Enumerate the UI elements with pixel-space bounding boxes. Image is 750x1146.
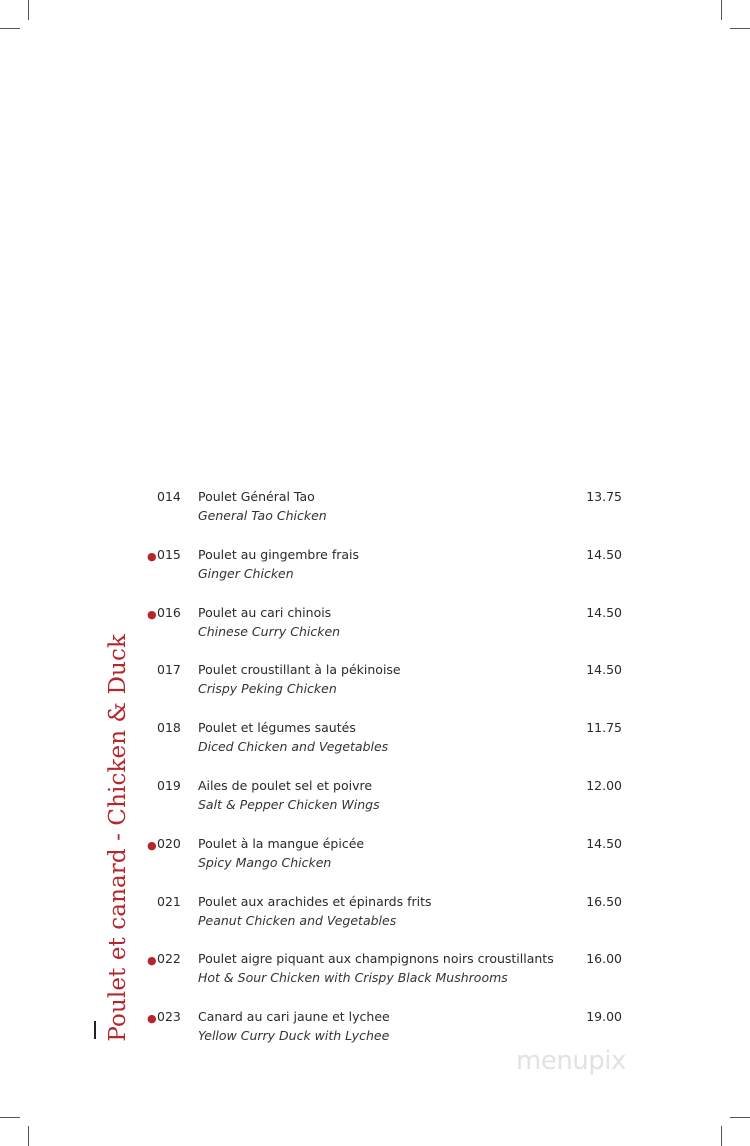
item-price: 16.00	[586, 951, 622, 967]
item-name-fr: Poulet au cari chinois	[198, 604, 332, 620]
spicy-dot-icon: ●	[147, 838, 157, 852]
menu-item	[140, 892, 630, 950]
item-number: 021	[157, 893, 181, 909]
item-number: 018	[157, 720, 181, 736]
crop-mark-top-left-h	[0, 28, 20, 29]
item-name-en: Hot & Sour Chicken with Crispy Black Mushrooms	[198, 970, 508, 986]
section-title-vertical	[88, 634, 148, 1042]
menu-item	[140, 487, 630, 545]
item-number: 022	[157, 951, 181, 967]
item-name-en: Spicy Mango Chicken	[198, 854, 332, 870]
crop-mark-top-right	[721, 0, 722, 20]
section-title: Poulet et canard - Chicken & Duck	[105, 634, 131, 1042]
menu-item	[140, 949, 630, 1007]
item-name-fr: Poulet à la mangue épicée	[198, 835, 365, 851]
crop-mark-bottom-left-h	[0, 1117, 20, 1118]
item-price: 14.50	[586, 662, 622, 678]
item-name-en: Diced Chicken and Vegetables	[198, 739, 389, 755]
menu-item	[140, 776, 630, 834]
menu-item	[140, 603, 630, 661]
item-price: 14.50	[586, 604, 622, 620]
item-name-fr: Poulet au gingembre frais	[198, 546, 360, 562]
item-name-fr: Canard au cari jaune et lychee	[198, 1009, 390, 1025]
spicy-dot-icon: ●	[147, 954, 157, 968]
item-name-en: Ginger Chicken	[198, 565, 294, 581]
item-name-en: Yellow Curry Duck with Lychee	[198, 1028, 390, 1044]
item-number: 017	[157, 662, 181, 678]
menu-item	[140, 718, 630, 776]
crop-mark-top-right-h	[730, 28, 750, 29]
spicy-dot-icon: ●	[147, 607, 157, 621]
item-price: 14.50	[586, 546, 622, 562]
item-price: 19.00	[586, 1009, 622, 1025]
item-name-en: Chinese Curry Chicken	[198, 623, 341, 639]
crop-mark-bottom-right	[721, 1126, 722, 1146]
crop-mark-bottom-left	[28, 1126, 29, 1146]
menu-list	[140, 487, 630, 1065]
spicy-dot-icon: ●	[147, 1012, 157, 1026]
menu-item	[140, 834, 630, 892]
watermark-logo: menupix	[516, 1046, 626, 1076]
item-number: 014	[157, 489, 181, 504]
item-price: 12.00	[586, 777, 622, 793]
crop-mark-top-left	[28, 0, 29, 20]
item-name-en: Salt & Pepper Chicken Wings	[198, 796, 380, 812]
item-price: 11.75	[586, 720, 622, 736]
item-name-fr: Poulet et légumes sautés	[198, 720, 356, 736]
item-price: 14.50	[586, 835, 622, 851]
item-number: 023	[157, 1009, 181, 1025]
item-number: 019	[157, 777, 181, 793]
item-number: 020	[157, 835, 181, 851]
item-name-fr: Poulet Général Tao	[198, 489, 315, 504]
menu-item	[140, 545, 630, 603]
item-name-fr: Ailes de poulet sel et poivre	[198, 777, 373, 793]
item-price: 16.50	[586, 893, 622, 909]
item-name-en: General Tao Chicken	[198, 508, 327, 523]
crop-mark-bottom-right-h	[730, 1117, 750, 1118]
spicy-dot-icon: ●	[147, 549, 157, 563]
section-marker-bar	[94, 1021, 96, 1039]
item-name-fr: Poulet croustillant à la pékinoise	[198, 662, 401, 678]
item-number: 016	[157, 604, 181, 620]
item-name-en: Peanut Chicken and Vegetables	[198, 912, 397, 928]
item-price: 13.75	[586, 489, 622, 504]
item-number: 015	[157, 546, 181, 562]
item-name-fr: Poulet aux arachides et épinards frits	[198, 893, 432, 909]
item-name-en: Crispy Peking Chicken	[198, 681, 337, 697]
menu-item	[140, 660, 630, 718]
item-name-fr: Poulet aigre piquant aux champignons noirs croustillants	[198, 951, 554, 967]
